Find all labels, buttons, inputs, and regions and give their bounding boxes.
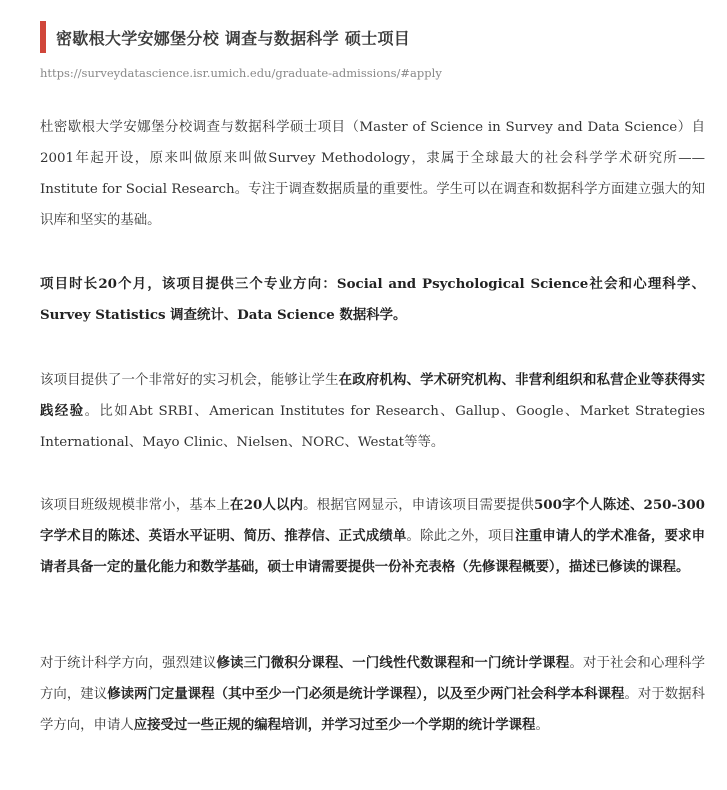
admission-text-3: 。除此之外，项目 — [406, 529, 516, 544]
prereq-bold-2: 修读两门定量课程（其中至少一门必须是统计学课程），以及至少两门社会科学本科课程 — [107, 686, 625, 702]
admission-text-2: 。根据官网显示，申请该项目需要提供 — [303, 498, 534, 513]
internship-text-2: 。比如Abt SRBI、American Institutes for Research、Gallup、Google、Market Strategies International、Mayo Clinic、Nielsen、NORC、Westat等等。 — [40, 404, 705, 450]
prereq-bold-1: 修读三门微积分课程、一门线性代数课程和一门统计学课程 — [216, 655, 570, 671]
paragraph-duration-bold: 项目时长20个月，该项目提供三个专业方向：Social and Psychological Science社会和心理科学、Survey Statistics 调查统计、Data Science 数据科学。 — [40, 276, 705, 323]
paragraph-internship — [40, 365, 705, 458]
prereq-text-2: 。对于社会和心理科学方向，建议 — [40, 656, 706, 702]
paragraph-intro — [40, 112, 705, 236]
admission-bold-3: 注重申请人的学术准备，要求申请者具备一定的量化能力和数学基础，硕士申请需要提供一份补充表格（先修课程概要），描述已修读的课程。 — [40, 528, 706, 575]
prereq-text-3: 。对于数据科学方向，申请人 — [40, 687, 706, 733]
paragraph-duration — [40, 269, 705, 331]
admission-bold-2: 500字个人陈述、250-300字学术目的陈述、英语水平证明、简历、推荐信、正式成绩单 — [40, 497, 705, 544]
prereq-text-1: 对于统计科学方向，强烈建议 — [40, 656, 217, 671]
paragraph-intro-text: 杜密歇根大学安娜堡分校调查与数据科学硕士项目（Master of Science in Survey and Data Science）自2001年起开设，原来叫做原来叫做Survey Methodology，隶属于全球最大的社会科学学术研究所——Institute for Social Research。专注于调查数据质量的重要性。学生可以在调查和数据科学方面建立强大的知识库和坚实的基础。 — [40, 120, 705, 228]
internship-text-1: 该项目提供了一个非常好的实习机会，能够让学生 — [40, 373, 339, 388]
admission-bold-1: 在20人以内 — [230, 497, 304, 513]
page-title — [40, 21, 410, 53]
admission-text-1: 该项目班级规模非常小，基本上 — [40, 498, 231, 513]
page-title-text: 密歇根大学安娜堡分校 调查与数据科学 硕士项目 — [56, 28, 411, 48]
internship-bold-1: 在政府机构、学术研究机构、非营利组织和私营企业等获得实践经验 — [40, 372, 705, 419]
prereq-bold-3: 应接受过一些正规的编程培训，并学习过至少一个学期的统计学课程 — [133, 717, 536, 733]
paragraph-prerequisites — [40, 648, 705, 741]
source-url: https://surveydatascience.isr.umich.edu/graduate-admissions/#apply — [40, 66, 442, 80]
paragraph-admission — [40, 490, 705, 583]
prereq-text-4: 。 — [535, 718, 549, 733]
